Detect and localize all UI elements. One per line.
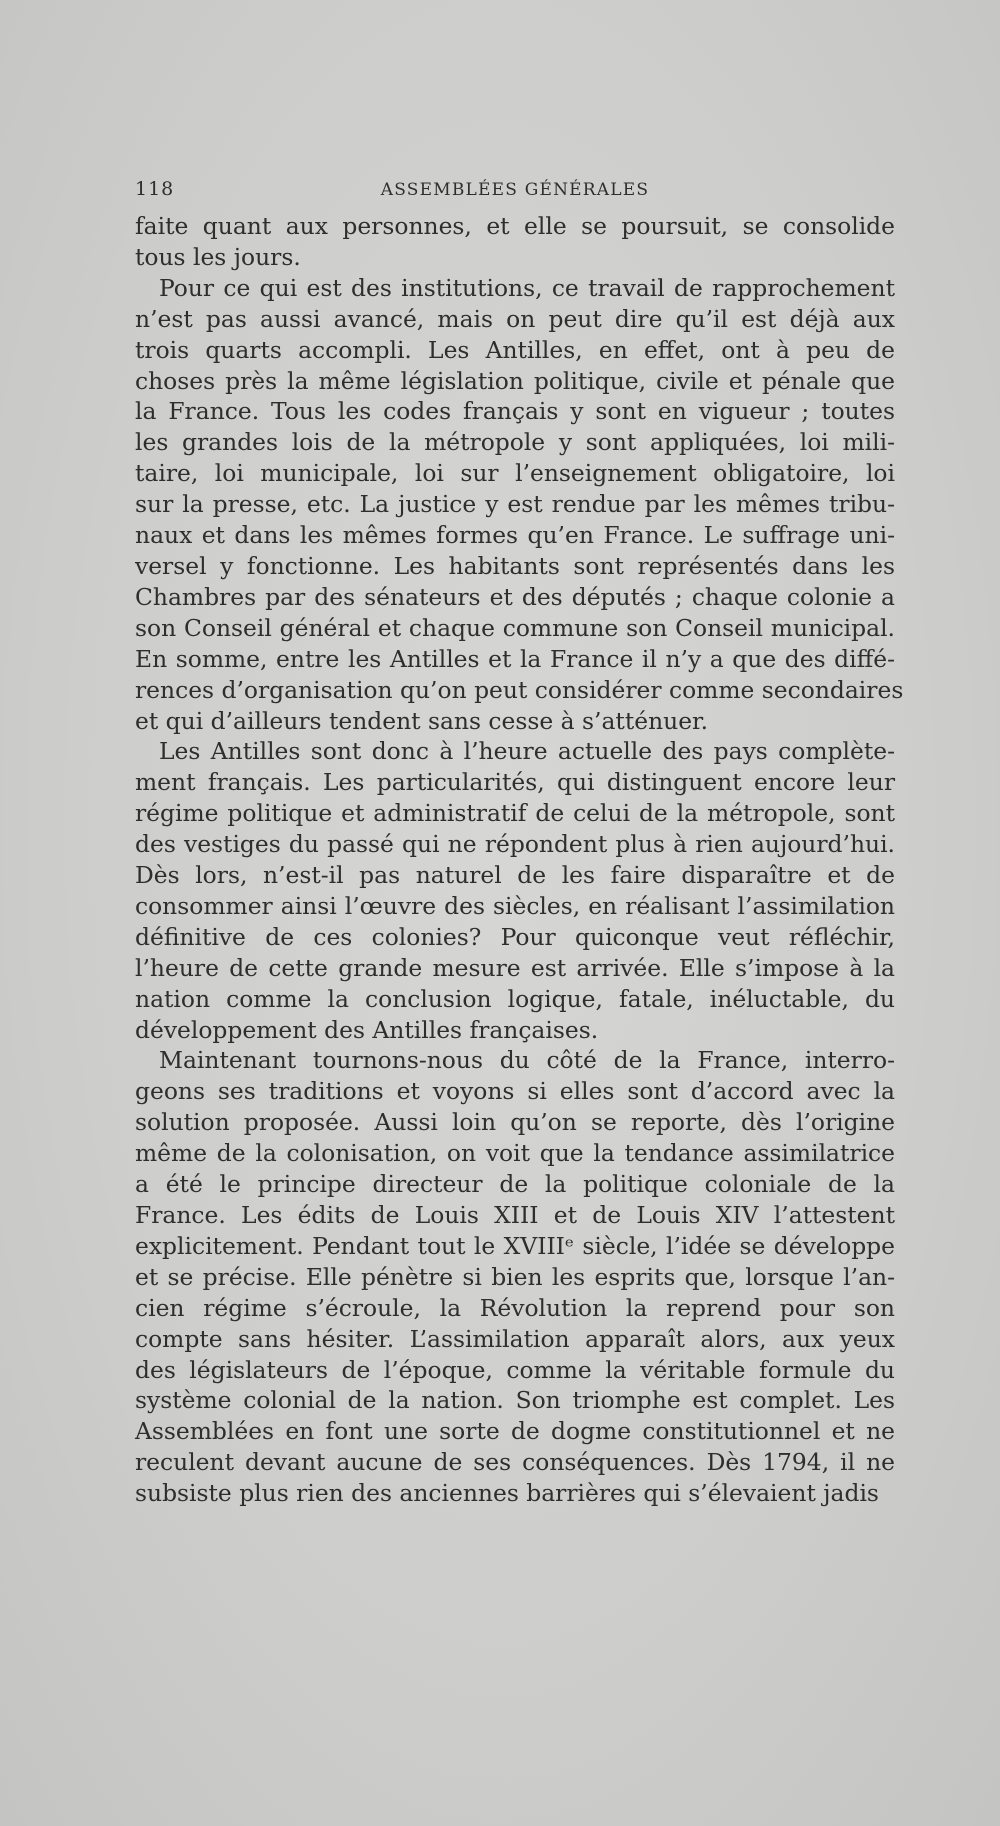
text-line: compte sans hésiter. L’assimilation apparaît alors, aux yeux	[135, 1324, 895, 1353]
text-line: Dès lors, n’est-il pas naturel de les faire disparaître et de	[135, 861, 895, 890]
text-line: la France. Tous les codes français y sont en vigueur ; toutes	[135, 397, 895, 426]
running-title: ASSEMBLÉES GÉNÉRALES	[380, 180, 650, 200]
text-line: rences d’organisation qu’on peut considérer comme secondaires	[135, 675, 904, 704]
text-line: les grandes lois de la métropole y sont appliquées, loi mili-	[135, 428, 895, 457]
text-line: faite quant aux personnes, et elle se poursuit, se consolide	[135, 212, 895, 240]
text-line: Pour ce qui est des institutions, ce travail de rapprochement	[159, 273, 895, 302]
text-line: n’est pas aussi avancé, mais on peut dire qu’il est déjà aux	[135, 304, 895, 333]
text-line: a été le principe directeur de la politique coloniale de la	[135, 1170, 895, 1199]
text-line: taire, loi municipale, loi sur l’enseignement obligatoire, loi	[135, 459, 895, 488]
text-line: France. Les édits de Louis XIII et de Louis XIV l’attestent	[135, 1201, 895, 1229]
text-line: des législateurs de l’époque, comme la véritable formule du	[135, 1355, 895, 1384]
paragraph	[135, 273, 904, 737]
text-line: définitive de ces colonies? Pour quiconque veut réfléchir,	[135, 922, 895, 951]
text-line: geons ses traditions et voyons si elles sont d’accord avec la	[135, 1077, 895, 1106]
body-text	[135, 211, 904, 1509]
text-line: Maintenant tournons-nous du côté de la France, interro-	[159, 1046, 895, 1075]
paragraph	[135, 211, 895, 273]
text-line: versel y fonctionne. Les habitants sont représentés dans les	[135, 551, 895, 580]
text-line: sur la presse, etc. La justice y est rendue par les mêmes tribu-	[135, 490, 895, 519]
text-line: Chambres par des sénateurs et des députés ; chaque colonie a	[135, 582, 895, 611]
text-line: système colonial de la nation. Son triomphe est complet. Les	[135, 1386, 895, 1415]
text-line: cien régime s’écroule, la Révolution la reprend pour son	[135, 1293, 895, 1322]
paragraph	[135, 736, 895, 1045]
text-line: son Conseil général et chaque commune son Conseil municipal.	[135, 613, 895, 642]
text-line: l’heure de cette grande mesure est arrivée. Elle s’impose à la	[135, 953, 895, 982]
text-line: tous les jours.	[135, 242, 301, 271]
text-line: consommer ainsi l’œuvre des siècles, en réalisant l’assimilation	[135, 891, 895, 920]
text-line: choses près la même législation politique, civile et pénale que	[135, 366, 895, 395]
text-line: solution proposée. Aussi loin qu’on se reporte, dès l’origine	[135, 1108, 895, 1137]
text-line: En somme, entre les Antilles et la France il n’y a que des diffé-	[135, 644, 895, 673]
text-line: Les Antilles sont donc à l’heure actuelle des pays complète-	[159, 737, 895, 766]
text-line: et se précise. Elle pénètre si bien les esprits que, lorsque l’an-	[135, 1262, 895, 1291]
paragraph	[135, 1045, 895, 1509]
text-line: trois quarts accompli. Les Antilles, en effet, ont à peu de	[135, 335, 895, 364]
page-number: 118	[135, 178, 175, 200]
text-line: développement des Antilles françaises.	[135, 1015, 599, 1044]
text-line: subsiste plus rien des anciennes barrières qui s’élevaient jadis	[135, 1479, 879, 1508]
text-line: ment français. Les particularités, qui distinguent encore leur	[135, 768, 895, 797]
text-line: naux et dans les mêmes formes qu’en France. Le suffrage uni-	[135, 521, 895, 550]
text-line: même de la colonisation, on voit que la tendance assimilatrice	[135, 1139, 895, 1168]
page-header	[135, 178, 895, 206]
text-line: Assemblées en font une sorte de dogme constitutionnel et ne	[135, 1417, 895, 1446]
text-line: explicitement. Pendant tout le XVIIIᵉ siècle, l’idée se développe	[135, 1231, 895, 1260]
text-line: des vestiges du passé qui ne répondent plus à rien aujourd’hui.	[135, 830, 895, 859]
text-line: et qui d’ailleurs tendent sans cesse à s’atténuer.	[135, 706, 709, 735]
text-line: nation comme la conclusion logique, fatale, inéluctable, du	[135, 984, 895, 1013]
text-line: régime politique et administratif de celui de la métropole, sont	[135, 799, 895, 828]
text-line: reculent devant aucune de ses conséquences. Dès 1794, il ne	[135, 1448, 895, 1477]
